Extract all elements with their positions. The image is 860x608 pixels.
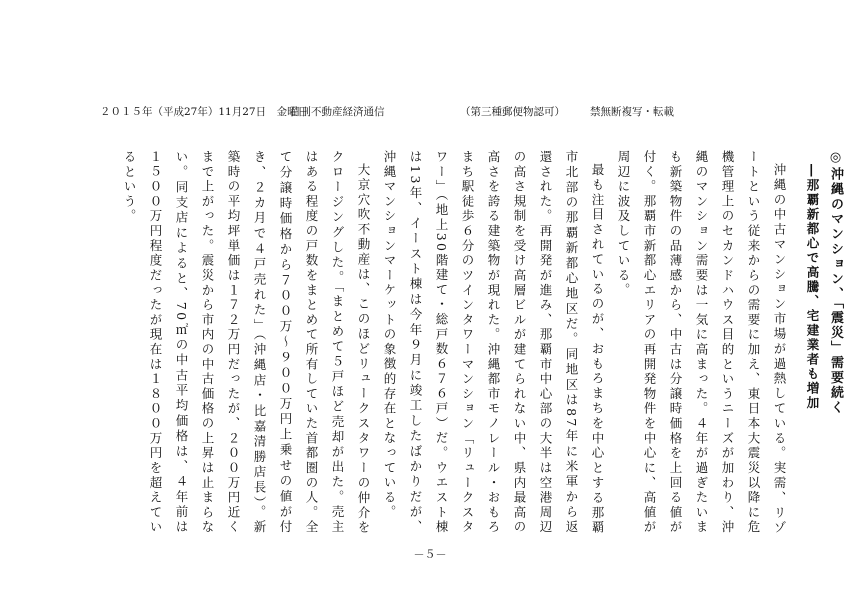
article-paragraph: 最も注目されているのが、おもろまちを中心とする那覇市北部の那覇新都心地区だ。同地区は87年に米軍から返還された。再開発が進み、那覇市中心部の大半は空港周辺の高さ規制を受け高層ビルが建てられない中、県内最高の高さを誇る建築物が現れた。沖縄都市モノレール・おもろまち駅徒歩６分のツインタワーマンション「リュークスタワー」（地上30階建て・総戸数６７６戸）だ。ウエスト棟は13年、イースト棟は今年９月に竣工したばかりだが、沖縄マンションマーケットの象徴的存在となっている。: [382, 150, 605, 535]
issue-date: ２０１５年（平成27年）11月27日 金曜日: [100, 106, 309, 118]
article-paragraph: 沖縄の中古マンション市場が過熱している。実需、リゾートという従来からの需要に加え、東日本大震災以降に危機管理上のセカンドハウス目的というニーズが加わり、沖縄のマンション需要は一気に高まった。４年が過ぎたいまも新築物件の品薄感から、中古は分譲時価格を上回る値が付く。那覇市新都心エリアの再開発物件を中心に、高値が周辺に波及している。: [616, 150, 787, 535]
article-columns: [116, 150, 846, 535]
page-number: －５－: [413, 548, 447, 561]
newspaper-name: 日刊不動産経済通信: [290, 106, 385, 118]
article-paragraph: 大京穴吹不動産は、このほどリュークスタワーの仲介をクロージングした。「まとめて５戸ほど売却が出た。売主はある程度の戸数をまとめて所有していた首都圏の人。全て分譲時価格から７００万～９００万円上乗せの値が付き、２カ月で４戸売れた」（沖縄店・比嘉清勝店長）。新築時の平均坪単価は１７２万円だったが、２００万円近くまで上がった。震災から市内の中古価格の上昇は止まらない。同支店によると、70㎡の中古平均価格は、４年前は１５００万円程度だったが現在は１８００万円を超えているという。: [122, 150, 371, 535]
copyright-notice: 禁無断複写・転載: [590, 106, 674, 118]
article: [116, 150, 843, 535]
article-headline: ◎沖縄のマンション、「震災」需要続く: [828, 150, 843, 416]
mail-classification: （第三種郵便物認可）: [460, 106, 565, 118]
page-header: [100, 104, 800, 120]
article-subhead: ―那覇新都心で高騰、宅建業者も増加: [805, 164, 820, 411]
